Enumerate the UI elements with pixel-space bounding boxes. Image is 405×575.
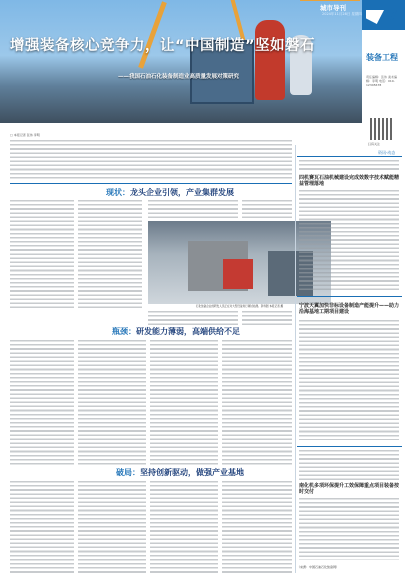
section-title: 研发能力薄弱，高端供给不足 [136,327,240,336]
sidebar-text [299,190,399,290]
photo-caption: 石化装备企业的研发人员正在对大型设备进行调试检测。资料图 本报记者 摄 [195,305,284,308]
page-number: 7 [388,8,398,24]
article-column [222,340,292,465]
section-heading [116,467,244,478]
sidebar-label: 资讯·动态 [378,150,396,155]
article-column [222,481,292,573]
sidebar-text [299,160,399,172]
sidebar-text [299,450,399,480]
article-column [78,481,146,573]
source-note: （来源：中国石油石化装备网） [297,565,340,569]
article-column [78,200,142,310]
article-column [10,200,74,310]
photo-machine [223,259,253,289]
article-column [10,481,74,573]
sidebar-item-title[interactable]: 南化机多项环保提升工效保障重点项目装备按时交付 [299,483,400,495]
masthead-brand: 城市导刊 [320,4,346,12]
article-column [242,311,292,325]
headline: 增强装备核心竞争力，让“中国制造”坚如磐石 [10,38,316,54]
byline: □ 本报记者 张伟 李明 [10,133,40,137]
masthead-date: 2024年11月28日 星期四 [322,12,362,16]
divider [297,446,402,447]
article-column [150,340,218,465]
article-column [150,481,218,573]
section-title: 龙头企业引领，产业集群发展 [130,188,234,197]
divider [10,183,292,184]
section-heading [106,187,234,198]
sidebar-text [299,498,399,560]
article-column [148,311,238,325]
article-column [10,340,74,465]
column-divider [295,145,296,573]
article-column [242,200,292,220]
crane-arm [300,0,360,1]
section-title: 坚持创新驱动，做强产业基地 [140,468,244,477]
article-column [148,200,238,220]
section-name: 装备工程 [366,53,398,62]
article-column [78,340,146,465]
qr-code[interactable] [370,118,392,140]
editor-info: 责任编辑：张伟 美术编辑：李明 电话：010-12345678 [366,75,397,87]
sidebar-item-title[interactable]: 宁波天翼加快非标设备制造产能提升——助力沿海基地工期项目建设 [299,303,400,315]
divider [297,296,402,297]
subheadline: ——我国石油石化装备制造业高质量发展对策研究 [118,74,240,80]
intro-text [10,140,292,180]
section-mark: 瓶颈： [112,327,136,336]
hero-worker [255,20,285,100]
section-heading [112,326,240,337]
sidebar-item-title[interactable]: 四机赛瓦石油机械建设完成效数字技术赋能精益管理落地 [299,175,400,187]
section-mark: 破局： [116,468,140,477]
sidebar-text [299,320,399,440]
section-mark: 现状： [106,188,130,197]
hero-banner [0,0,362,123]
divider [297,156,402,157]
qr-label: 扫码关注 [368,142,381,146]
